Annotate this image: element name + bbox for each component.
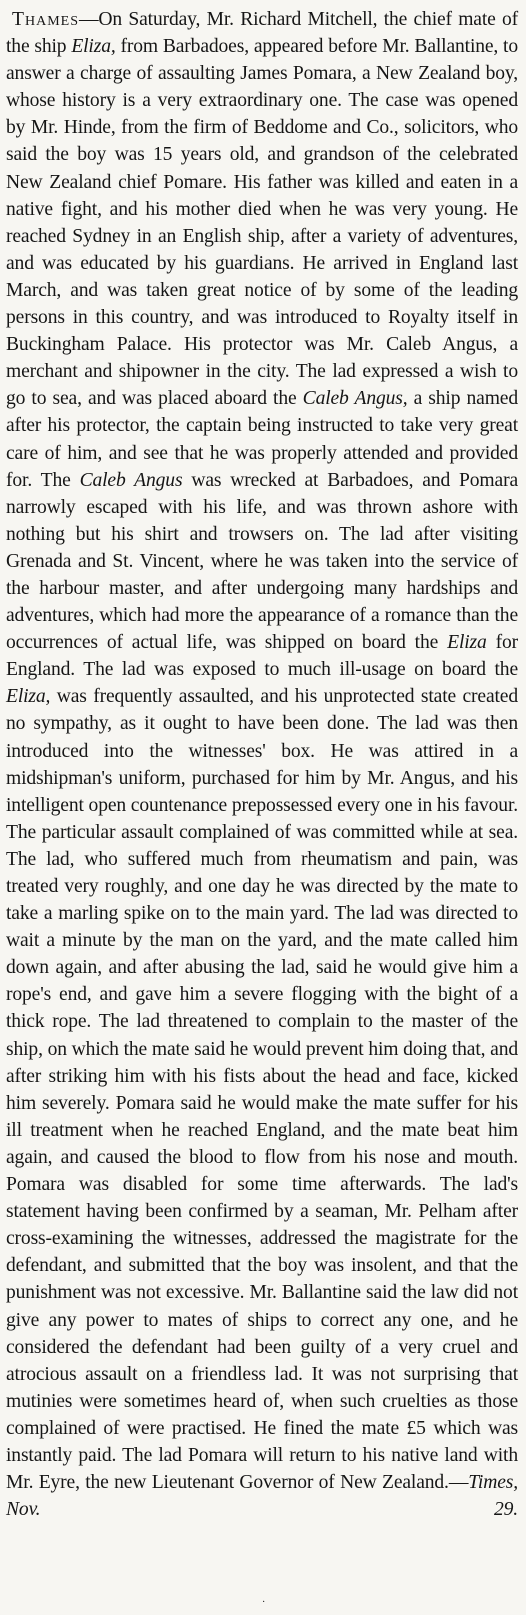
article-text: a ship named after his protector, the captain being instructed to take very great care of him, and see that he was properly attended and provided for. The (6, 388, 518, 491)
article-text: was wrecked at Barbadoes, and Pomara narrowly escaped with his life, and was thrown ashore with nothing but his shirt and trowsers on. The lad after visiting Grenada and St. Vincent, where he was taken into the service of the harbour master, and after undergoing many hardships and adventures, which had more the appearance of a romance than the occurrences of actual life, was shipped on board the (6, 469, 518, 654)
source-publication: Times, (468, 1472, 518, 1494)
article-text: from Barbadoes, appeared before Mr. Ballantine, to answer a charge of assaulting James Pomara, a New Zealand boy, whose history is a very extraordinary one. The case was opened by Mr. Hinde, from the firm of Beddome and Co., solicitors, who said the boy was 15 years old, and grandson of the celebrated New Zealand chief Pomare. His father was killed and eaten in a native fight, and his mother died when he was very young. He reached Sydney in an English ship, after a variety of adventures, and was educated by his guardians. He arrived in England last March, and was taken great notice of by some of the leading persons in this country, and was introduced to Royalty itself in Buckingham Palace. His protector was Mr. Caleb Angus, a merchant and shipowner in the city. The lad expressed a wish to go to sea, and was placed aboard the (6, 36, 518, 410)
article-body (6, 6, 518, 1523)
ship-name: Eliza, (6, 686, 51, 708)
source-dash: — (448, 1472, 469, 1494)
source-date: Nov. 29. (6, 1499, 518, 1521)
print-speck: · (262, 1597, 266, 1608)
ship-name: Caleb Angus (79, 469, 183, 491)
ship-name: Eliza, (71, 36, 116, 58)
article-text: —On Saturday, Mr. Richard Mitchell, the chief mate of the ship (6, 9, 518, 58)
article-text: for England. The lad was exposed to much ill-usage on board the (6, 632, 518, 681)
ship-name: Eliza (447, 632, 487, 654)
article-text: was frequently assaulted, and his unprotected state created no sympathy, as it ought to have been done. The lad was then introduced into the witnesses' box. He was attired in a midshipman's uniform, purchased for him by Mr. Angus, and his intelligent open countenance prepossessed every one in his favour. The particular assault complained of was committed while at sea. The lad, who suffered much from rheumatism and pain, was treated very roughly, and one day he was directed by the mate to take a marling spike on to the main yard. The lad was directed to wait a minute by the man on the yard, and the mate called him down again, and after abusing the lad, said he would give him a rope's end, and gave him a severe flogging with the bight of a thick rope. The lad threatened to complain to the master of the ship, on which the mate said he would prevent him doing that, and after striking him with his fists about the head and face, kicked him severely. Pomara said he would make the mate suffer for his ill treatment when he reached England, and the mate beat him again, and caused the blood to flow from his nose and mouth. Pomara was disabled for some time afterwards. The lad's statement having been confirmed by a seaman, Mr. Pelham after cross-examining the witnesses, addressed the magistrate for the defendant, and submitted that the boy was insolent, and that the punishment was not excessive. Mr. Ballantine said the law did not give any power to mates of ships to correct any one, and he considered the defendant had been guilty of a very cruel and atrocious assault on a friendless lad. It was not surprising that mutinies were sometimes heard of, when such cruelties as those complained of were practised. He fined the mate £5 which was instantly paid. The lad Pomara will return to his native land with Mr. Eyre, the new Lieutenant Governor of New Zealand. (6, 686, 518, 1494)
ship-name: Caleb Angus, (302, 388, 408, 410)
article-heading: Thames (12, 9, 79, 30)
